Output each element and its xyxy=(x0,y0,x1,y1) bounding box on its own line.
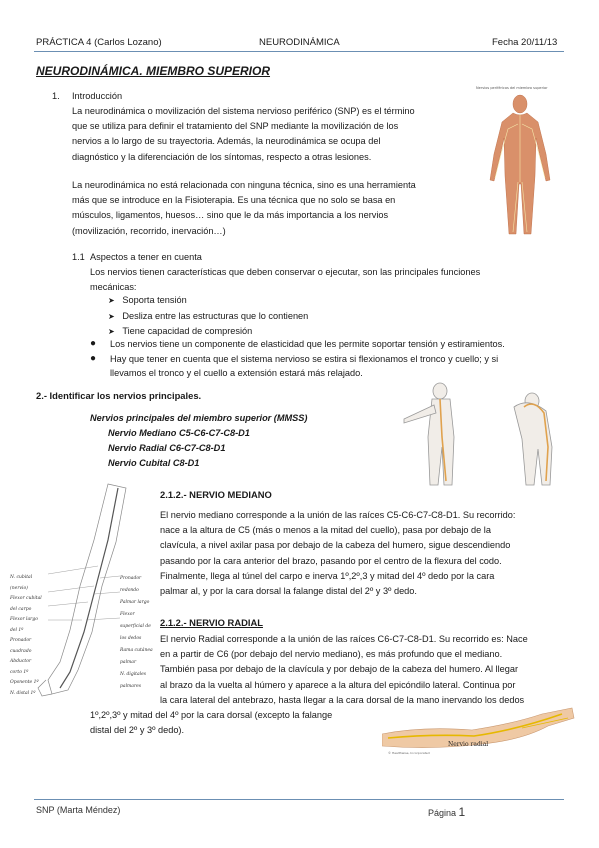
text-line: Finalmente, llega al túnel del carpo e inerva 1º,2º,3 y mitad del 4º dedo por la cara xyxy=(160,570,495,581)
radial-nerve-figure xyxy=(382,700,577,758)
page-label: Página xyxy=(428,808,457,818)
subsection-number: 1.1 xyxy=(72,252,85,262)
list-item-text: Los nervios tiene un componente de elasticidad que les permite soportar tensión y estiramientos. xyxy=(110,339,505,349)
median-nerve-path xyxy=(60,488,118,688)
text-line: Los nervios tienen características que deben conservar o ejecutar, son las principales funciones xyxy=(90,267,481,277)
section1-heading: Introducción xyxy=(72,91,123,101)
text-line: La neurodinámica no está relacionada con ninguna técnica, sino es una herramienta xyxy=(72,180,416,190)
bullet-icon: ● xyxy=(90,338,97,349)
figure-label: Oponente 1º xyxy=(10,680,39,685)
bullet-list xyxy=(90,337,565,381)
page-title: NEURODINÁMICA. MIEMBRO SUPERIOR xyxy=(36,64,271,78)
text-line: que se utiliza para definir el tratamiento del SNP mediante la movilización de los xyxy=(72,121,399,132)
text-line: nervios a lo largo de su trayectoria. Además, la neurodinámica se ocupa del xyxy=(72,136,381,147)
arm-labels-right xyxy=(120,573,156,693)
text-line: El nervio mediano corresponde a la unión de las raíces C5-C6-C7-C8-D1. Su recorrido: xyxy=(160,510,516,520)
list-item xyxy=(108,309,308,325)
list-item-text: Tiene capacidad de compresión xyxy=(122,326,253,337)
section1-paragraph-1 xyxy=(72,104,462,165)
text-line: más que se introduce en la Fisioterapia. Es una técnica que no solo se basa en xyxy=(72,195,396,206)
text-line: palmar al, y por la cara dorsal la falange distal del 2º y 3º dedo. xyxy=(160,586,417,597)
text-line: la cara lateral del antebrazo, hasta llegar a la cara dorsal de la mano inervando los dedos xyxy=(160,694,525,705)
body-nerves-figure xyxy=(468,84,573,244)
text-line: al brazo da la vuelta al húmero y aparece a la altura del epicóndilo lateral. Continua por xyxy=(160,679,516,690)
header-left: PRÁCTICA 4 (Carlos Lozano) xyxy=(36,37,162,48)
radial-heading: 2.1.2.- NERVIO RADIAL xyxy=(160,617,263,628)
text-line: mecánicas: xyxy=(90,282,137,293)
nerves-list xyxy=(108,426,250,472)
figure-label: Palmar largo xyxy=(120,600,150,605)
median-text xyxy=(160,508,565,599)
text-line: clavícula, a nivel axilar pasa por debajo de la cabeza del humero, sigue descendiendo xyxy=(160,540,511,551)
body-figure-caption: Nervios periféricos del miembro superior xyxy=(476,86,548,90)
list-item-text: llevamos el tronco y el cuello a extensión estará más relajado. xyxy=(110,368,363,379)
text-line: (movilización, recorrido, inervación…) xyxy=(72,225,226,236)
radial-figure-label: Nervio radial xyxy=(448,741,489,748)
nerve-item: Nervio Cubital C8-D1 xyxy=(108,458,200,469)
figure-label: Flexor superficial de los dedos xyxy=(120,612,151,641)
footer-left: SNP (Marta Méndez) xyxy=(36,805,121,815)
text-line: El nervio Radial corresponde a la unión de las raíces C6-C7-C8-D1. Su recorrido es: Nace xyxy=(160,634,528,644)
page-number: 1 xyxy=(458,805,466,819)
label-leaders xyxy=(48,566,120,620)
arrow-bullet-icon: ➤ xyxy=(108,327,115,337)
radial-figure-copyright: © Healthwise, Incorporated xyxy=(388,751,430,755)
list-item-text: Soporta tensión xyxy=(122,295,187,305)
list-item xyxy=(108,293,308,309)
text-line: 1º,2º,3º y mitad del 4º por la cara dorsal (excepto la falange xyxy=(90,710,333,720)
text-line: distal del 2º y 3º dedo). xyxy=(90,725,185,736)
footer-page xyxy=(428,805,465,819)
list-item-text: Hay que tener en cuenta que el sistema nervioso se estira si flexionamos el tronco y cuello; y si xyxy=(110,353,499,364)
text-line: nace a la altura de C5 (más o menos a la mitad del cuello), pasa por debajo de la xyxy=(160,525,491,536)
text-line: en a partir de C6 (por debajo del nervio mediano), es más profundo que el mediano. xyxy=(160,649,503,660)
bullet-icon: ● xyxy=(90,352,97,364)
figure-label: Rama cutánea palmar xyxy=(120,648,153,665)
arrow-list xyxy=(108,293,308,340)
header-right: Fecha 20/11/13 xyxy=(492,37,558,48)
nerve-item: Nervio Mediano C5-C6-C7-C8-D1 xyxy=(108,428,250,438)
figure-label: N. digitales palmares xyxy=(120,672,147,689)
text-line: músculos, ligamentos, huesos… sino que le da más importancia a los nervios xyxy=(72,210,389,221)
section2-heading: 2.- Identificar los nervios principales. xyxy=(36,390,202,401)
arm-labels-left xyxy=(10,573,42,699)
text-line: pasando por la cara anterior del brazo, pasando por el centro de la flexura del codo. xyxy=(160,555,502,566)
arrow-bullet-icon: ➤ xyxy=(108,311,115,321)
header-center: NEURODINÁMICA xyxy=(259,37,340,48)
median-heading: 2.1.2.- NERVIO MEDIANO xyxy=(160,489,272,500)
figure-label: N. cubital (nervio) xyxy=(10,575,33,591)
header-rule xyxy=(34,51,564,52)
section1-number: 1. xyxy=(52,91,60,101)
radial-tail xyxy=(90,708,380,738)
figure-label: Abductor corto 1º xyxy=(10,659,32,675)
nerves-title: Nervios principales del miembro superior (MMSS) xyxy=(90,413,308,423)
subsection-heading: Aspectos a tener en cuenta xyxy=(90,252,202,262)
nerve-item: Nervio Radial C6-C7-C8-D1 xyxy=(108,443,226,454)
footer-rule xyxy=(34,799,564,800)
figure-label: Pronador cuadrado xyxy=(10,638,32,654)
figure-label: N. distal 1º xyxy=(10,690,36,696)
section1-paragraph-2 xyxy=(72,178,462,239)
list-item xyxy=(90,337,565,352)
body-outline xyxy=(404,383,552,485)
list-item-text: Desliza entre las estructuras que lo contienen xyxy=(122,310,309,321)
subsection-intro xyxy=(90,265,560,295)
figure-label: Flexor largo del 1º xyxy=(10,617,38,633)
text-line: También pasa por debajo de la clavícula y por debajo de la cabeza del humero. Al llegar xyxy=(160,664,519,675)
flexion-posture-figure xyxy=(402,377,572,489)
arrow-bullet-icon: ➤ xyxy=(108,296,115,305)
radial-text xyxy=(160,632,570,708)
text-line: diagnóstico y la diferenciación de los síntomas, respecto a otras lesiones. xyxy=(72,151,372,162)
figure-label: Flexor cubital del carpo xyxy=(10,596,42,612)
text-line: La neurodinámica o movilización del sistema nervioso periférico (SNP) es el término xyxy=(72,106,415,116)
figure-label: Pronador redondo xyxy=(120,576,142,593)
